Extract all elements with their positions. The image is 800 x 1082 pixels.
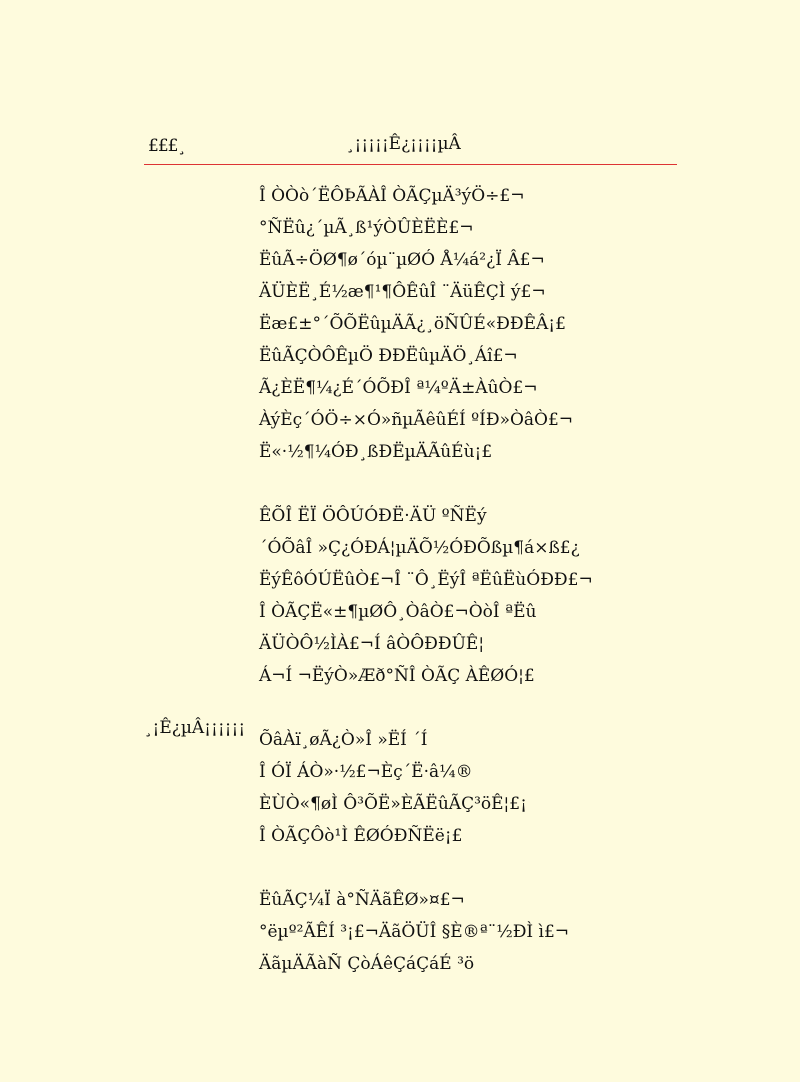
verse-line: Á¬Í ¬ËýÒ»Æð°ÑÎ ÒÃÇ ÀÊØÓ¦£	[259, 666, 535, 686]
verse-line: ËûÃ÷ÖØ¶ø´óµ¨µØÓ Å¼á²¿Ï Â£¬	[259, 250, 545, 270]
verse-line: °ÑËû¿´µÃ¸ß¹ýÒÛÈËÈ£¬	[259, 218, 474, 238]
verse-line: ËýÊôÓÚËûÒ£¬Î ¨Ô¸ËýÎ ªËûËùÓÐÐ£¬	[259, 570, 593, 590]
verse-line: ÊÕÎ ËÏ ÖÔÚÓÐË·ÄÜ ºÑËý	[259, 506, 487, 526]
stanza	[259, 180, 593, 468]
stanza	[259, 724, 593, 852]
verse-line: Î ÒÃÇË«±¶µØÔ¸ÒâÒ£¬ÒòÎ ªËû	[259, 602, 537, 622]
speaker-label: ¸¡Ê¿µÂ¡¡¡¡¡¡	[144, 718, 246, 738]
verse-line: ËûÃÇ¼Ï à°ÑÄãÊØ»¤£¬	[259, 890, 465, 910]
verse-line: ÀýÈç´ÓÖ÷×Ó»ñµÃêûÉÍ ºÍÐ»ÒâÒ£¬	[259, 410, 574, 430]
header-title: ¸¡¡¡¡¡Ê¿¡¡¡¡µÂ	[346, 134, 461, 154]
stanza	[259, 884, 593, 980]
verse-line: ÄÜÈË¸É½æ¶¹¶ÔÊûÎ ¨ÄüÊÇÌ ý£¬	[259, 282, 546, 302]
verse-line: ÄÜÒÔ½ÌÀ£¬Í âÒÔÐÐÛÊ¦	[259, 634, 485, 654]
verse-line: ÄãµÄÃàÑ ÇòÁêÇáÇáÉ ³ö	[259, 954, 475, 974]
header-page-number: £££¸	[148, 136, 185, 156]
verse-line: Ëæ£±°´ÕÕËûµÄÃ¿¸öÑÛÉ«ÐÐÊÂ¡£	[259, 314, 566, 334]
stanza	[259, 500, 593, 692]
verse-body	[259, 180, 593, 980]
verse-line: °ëµº²ÃÊÍ ³¡£¬ÄãÖÜÎ §È®ª¨½ÐÌ ì£¬	[259, 922, 570, 942]
page-header	[144, 134, 677, 165]
verse-line: Î ÒÒò´ËÔÞÃÀÎ ÒÃÇµÄ³ýÖ÷£¬	[259, 186, 525, 206]
verse-line: ´ÓÕâÎ »Ç¿ÓÐÁ¦µÄÕ½ÓÐÕßµ¶á×ß£¿	[259, 538, 580, 558]
verse-line: ÕâÀï¸øÃ¿Ò»Î »ËÍ ´Í	[259, 730, 428, 750]
verse-line: Î ÓÏ ÁÒ»·½£¬Èç´Ë·â¼®	[259, 762, 473, 782]
verse-line: Î ÒÃÇÔò¹Ì ÊØÓÐÑËë¡£	[259, 826, 463, 846]
verse-line: ÈÙÒ«¶øÌ Ô³ÕË»ÈÃËûÃÇ³öÊ¦£¡	[259, 794, 527, 814]
verse-line: Ë«·½¶¼ÓÐ¸ßÐËµÄÃûÉù¡£	[259, 442, 493, 462]
verse-line: Ã¿ÈË¶¼¿É´ÓÕÐÎ ª¼ºÄ±ÀûÒ£¬	[259, 378, 538, 398]
verse-line: ËûÃÇÒÔÊµÖ ÐÐËûµÄÖ¸Áî£¬	[259, 346, 518, 366]
